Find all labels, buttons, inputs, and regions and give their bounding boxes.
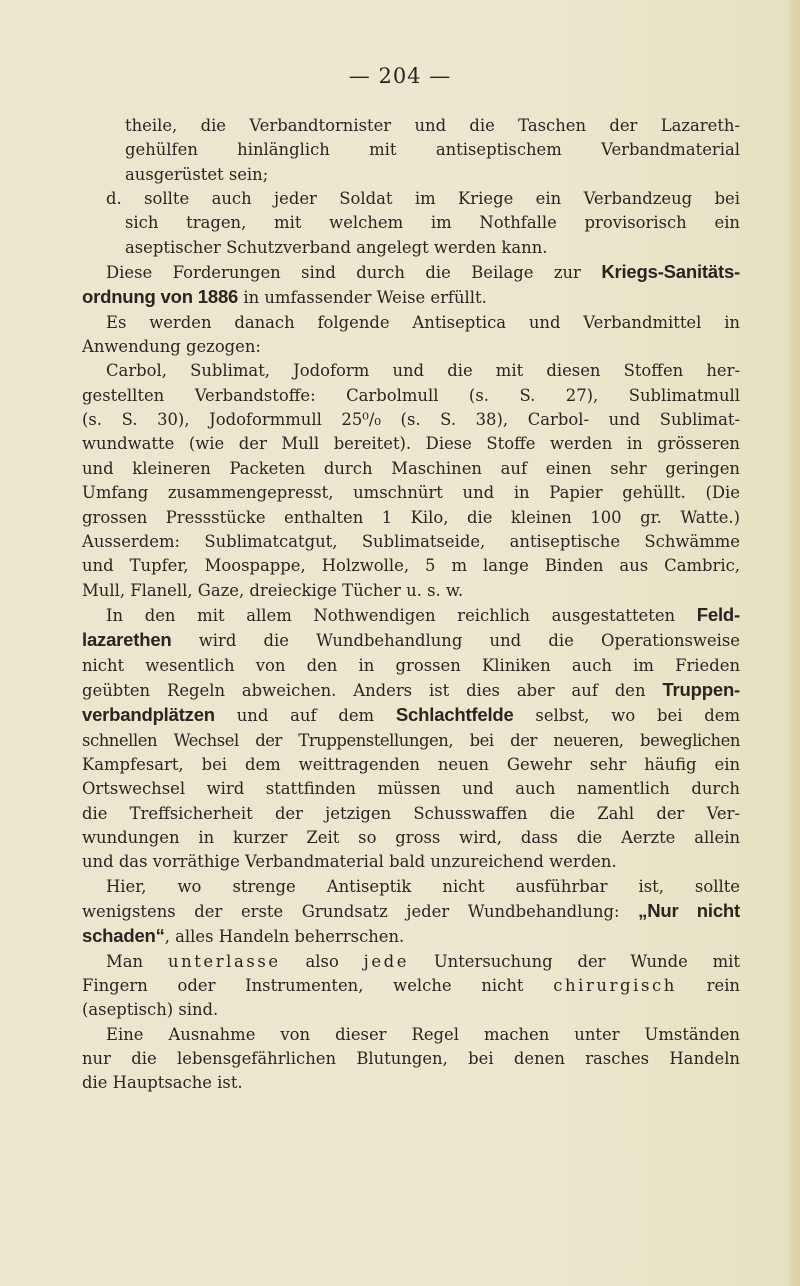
spaced-emphasis: unterlasse (167, 951, 281, 971)
text-line: gehülfen hinlänglich mit antiseptischem Verbandmaterial (125, 140, 740, 160)
text-run: Fingern oder Instrumenten, welche nicht (82, 976, 554, 996)
text-line: die Hauptsache ist. (82, 1073, 243, 1093)
text-line (82, 628, 740, 653)
text-line: Ausserdem: Sublimatcatgut, Sublimatseide, antiseptische Schwämme (82, 531, 740, 551)
text-line: Ortswechsel wird stattfinden müssen und auch namentlich durch (82, 779, 740, 799)
text-line (82, 260, 740, 285)
text-line: und das vorräthige Verbandmaterial bald unzureichend werden. (82, 852, 617, 872)
text-run: rein (676, 976, 740, 996)
text-line: nur die lebensgefährlichen Blutungen, bei denen rasches Handeln (82, 1049, 740, 1069)
text-line: sich tragen, mit welchem im Nothfalle provisorisch ein (125, 213, 740, 233)
text-line: Umfang zusammengepresst, umschnürt und in Papier gehüllt. (Die (82, 483, 740, 503)
text-line (82, 603, 740, 628)
spaced-emphasis: jede (363, 951, 410, 971)
text-line: Mull, Flanell, Gaze, dreieckige Tücher u. s. w. (82, 580, 464, 600)
text-run: selbst, wo bei dem (513, 706, 740, 726)
list-item-d: d. sollte auch jeder Soldat im Kriege ein Verbandzeug bei (106, 189, 740, 209)
emphasis-term: Schlachtfelde (395, 704, 514, 726)
text-line: die Treffsicherheit der jetzigen Schusswaffen die Zahl der Ver- (82, 803, 740, 823)
text-run: , alles Handeln beherrschen. (164, 927, 405, 947)
text-line (82, 678, 740, 703)
text-line (82, 285, 740, 310)
text-line: Eine Ausnahme von dieser Regel machen unter Umständen (106, 1024, 740, 1044)
spaced-emphasis: chirurgisch (553, 976, 677, 996)
text-run: und auf dem (214, 706, 396, 726)
body-text (82, 114, 740, 1096)
text-line: nicht wesentlich von den in grossen Kliniken auch im Frieden (82, 655, 740, 675)
text-line: schnellen Wechsel der Truppenstellungen, bei der neueren, beweglichen (82, 730, 740, 750)
text-line (82, 924, 740, 949)
text-line: (aseptisch) sind. (82, 1000, 219, 1020)
text-line (82, 950, 740, 974)
text-line (82, 974, 740, 998)
text-line: theile, die Verbandtornister und die Taschen der Lazareth- (125, 116, 740, 135)
text-line: Carbol, Sublimat, Jodoform und die mit diesen Stoffen her- (106, 361, 740, 381)
text-line (82, 703, 740, 728)
emphasis-term: „Nur nicht (638, 900, 740, 921)
text-run: Untersuchung der Wunde mit (409, 951, 740, 971)
text-line: (s. S. 30), Jodoformmull 25⁰/₀ (s. S. 38), Carbol- und Sublimat- (82, 410, 740, 430)
page-number: — 204 — (348, 64, 452, 88)
text-line: wundwatte (wie der Mull bereitet). Diese Stoffe werden in grösseren (82, 434, 740, 454)
emphasis-term: Feld- (696, 603, 740, 625)
emphasis-term: schaden“ (82, 925, 165, 947)
page-edge-shadow (786, 0, 800, 1286)
emphasis-term: ordnung von 1886 (82, 286, 239, 308)
text-line: gestellten Verbandstoffe: Carbolmull (s. S. 27), Sublimatmull (82, 385, 740, 405)
text-line: Hier, wo strenge Antiseptik nicht ausführbar ist, sollte (106, 876, 740, 896)
emphasis-term: lazarethen (82, 629, 172, 651)
emphasis-term: Truppen- (662, 678, 740, 700)
text-run: wenigstens der erste Grundsatz jeder Wundbehandlung: (82, 902, 639, 921)
text-line: aseptischer Schutzverband angelegt werden kann. (125, 237, 548, 257)
text-line: Anwendung gezogen: (82, 337, 261, 357)
emphasis-term: Kriegs-Sanitäts- (601, 261, 740, 283)
text-line: Kampfesart, bei dem weittragenden neuen Gewehr sehr häufig ein (82, 754, 740, 774)
emphasis-term: verbandplätzen (82, 704, 215, 726)
text-line: Es werden danach folgende Antiseptica und Verbandmittel in (106, 312, 740, 332)
text-run: Man (106, 951, 168, 971)
text-run: In den mit allem Nothwendigen reichlich ausgestatteten (106, 605, 697, 625)
text-line: wundungen in kurzer Zeit so gross wird, dass die Aerzte allein (82, 827, 740, 847)
text-run: geübten Regeln abweichen. Anders ist dies aber auf den (82, 680, 663, 700)
text-line: grossen Pressstücke enthalten 1 Kilo, die kleinen 100 gr. Watte.) (82, 507, 740, 527)
text-line: und kleineren Packeten durch Maschinen auf einen sehr geringen (82, 458, 740, 478)
text-line (82, 899, 740, 924)
text-line: ausgerüstet sein; (125, 164, 269, 184)
text-run: Diese Forderungen sind durch die Beilage zur (106, 263, 602, 283)
text-run: also (280, 951, 364, 971)
text-run: wird die Wundbehandlung und die Operationsweise (171, 631, 740, 651)
text-line: und Tupfer, Moospappe, Holzwolle, 5 m lange Binden aus Cambric, (82, 556, 740, 576)
text-run: in umfassender Weise erfüllt. (238, 288, 487, 308)
